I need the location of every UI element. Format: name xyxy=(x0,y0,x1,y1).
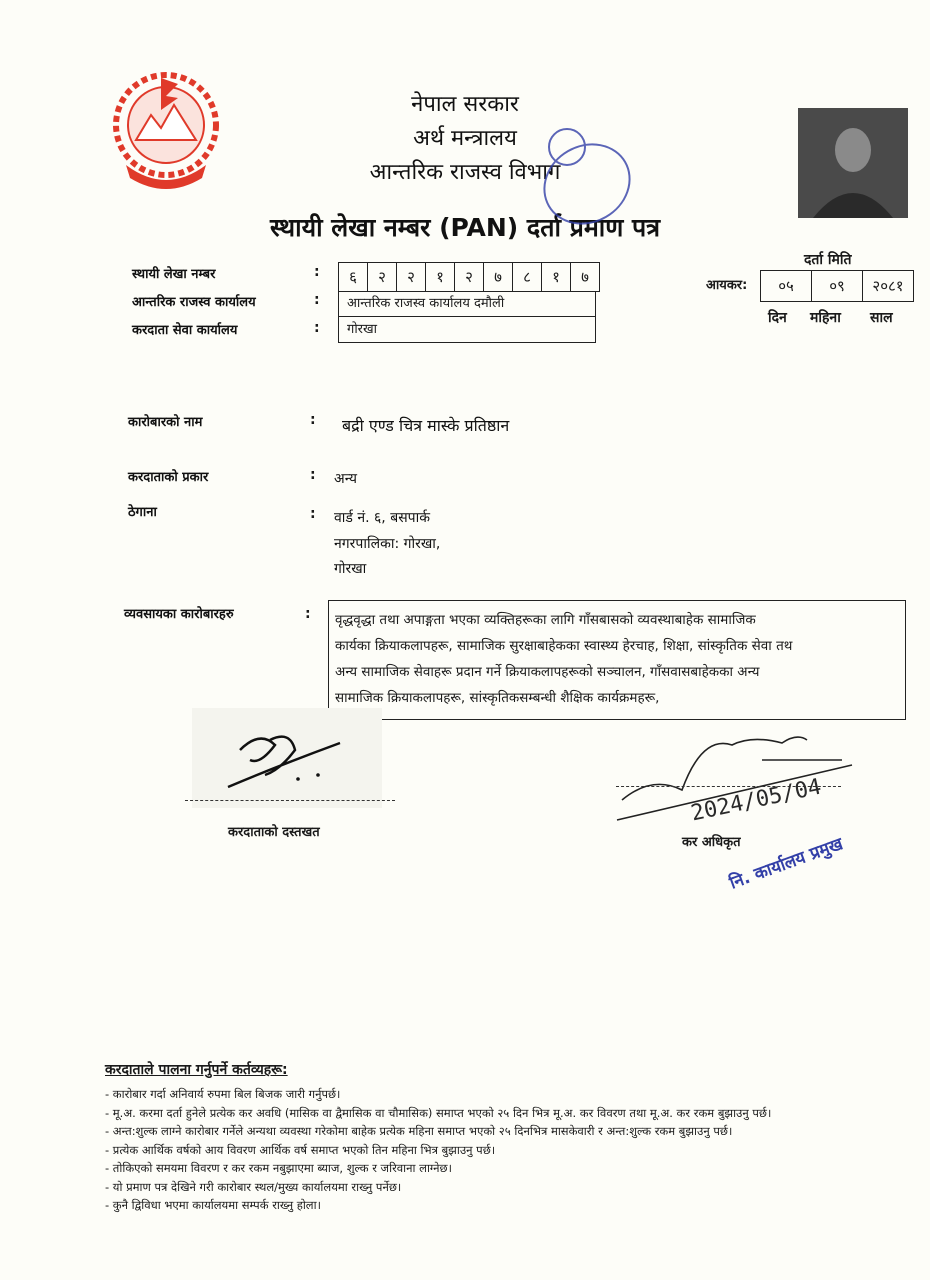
activity-line: वृद्धवृद्धा तथा अपाङ्गता भएका व्यक्तिहरूका लागि गाँसबासको व्यवस्थाबाहेक सामाजिक xyxy=(335,612,756,628)
activities-box xyxy=(328,600,906,720)
pan-digit: १ xyxy=(541,263,570,291)
service-office-label: करदाता सेवा कार्यालय xyxy=(132,323,238,338)
pan-digit: ७ xyxy=(570,263,599,291)
colon: : xyxy=(310,506,316,522)
pan-digit: २ xyxy=(454,263,483,291)
signature-line xyxy=(185,800,395,801)
certificate-title: स्थायी लेखा नम्बर (PAN) दर्ता प्रमाण पत्र xyxy=(269,213,661,242)
taxpayer-type-label: करदाताको प्रकार xyxy=(128,470,209,485)
pan-digit: ६ xyxy=(349,268,357,286)
duties-title: करदाताले पालना गर्नुपर्ने कर्तव्यहरू: xyxy=(105,1062,288,1078)
registration-date-box xyxy=(760,270,914,302)
pan-digit: १ xyxy=(425,263,454,291)
pan-digit: २ xyxy=(396,263,425,291)
business-name-value: बद्री एण्ड चित्र मास्के प्रतिष्ठान xyxy=(342,416,510,435)
date-year: २०८१ xyxy=(862,271,913,301)
office-chief-stamp: नि. कार्यालय प्रमुख xyxy=(727,834,846,894)
taxpayer-signature-label: करदाताको दस्तखत xyxy=(228,825,320,840)
colon: : xyxy=(310,412,316,428)
office-label: आन्तरिक राजस्व कार्यालय xyxy=(132,295,256,310)
address-line: गोरखा xyxy=(334,561,367,577)
govt-name: नेपाल सरकार xyxy=(411,92,519,117)
pan-number-box xyxy=(338,262,600,292)
office-seal-stamp xyxy=(532,122,632,232)
year-unit-label: साल xyxy=(870,310,893,326)
pan-digit: २ xyxy=(367,263,396,291)
duty-item: - अन्त:शुल्क लाग्ने कारोबार गर्नेले अन्यथा व्यवस्था गरेकोमा बाहेक प्रत्येक महिना समाप्त भएको २५ दिनभित्र मासकेवारी र अन्त:शुल्क रकम बुझाउनु पर्छ। xyxy=(105,1124,733,1138)
tax-officer-label: कर अधिकृत xyxy=(682,835,741,850)
duty-item: - कुनै द्विविधा भएमा कार्यालयमा सम्पर्क राख्नु होला। xyxy=(105,1198,321,1212)
duty-item: - तोकिएको समयमा विवरण र कर रकम नबुझाएमा ब्याज, शुल्क र जरिवाना लाग्नेछ। xyxy=(105,1161,452,1175)
pan-digit: ७ xyxy=(483,263,512,291)
activity-line: कार्यका क्रियाकलापहरू, सामाजिक सुरक्षाबाहेकका स्वास्थ्य हेरचाह, शिक्षा, सांस्कृतिक सेवा तथ xyxy=(335,638,793,654)
activity-line: सामाजिक क्रियाकलापहरू, सांस्कृतिकसम्बन्धी शैक्षिक कार्यक्रमहरू, xyxy=(335,690,660,706)
address-line: वार्ड नं. ६, बसपार्क xyxy=(334,510,430,526)
registration-date-title: दर्ता मिति xyxy=(804,252,852,268)
department-name: आन्तरिक राजस्व विभाग xyxy=(369,160,561,185)
activity-line: अन्य सामाजिक सेवाहरू प्रदान गर्ने क्रियाकलापहरूको सञ्चालन, गाँसवासबाहेकका अन्य xyxy=(335,664,760,680)
pan-label: स्थायी लेखा नम्बर xyxy=(132,267,216,282)
date-month: ०९ xyxy=(811,271,862,301)
address-line: नगरपालिका: गोरखा, xyxy=(334,536,441,552)
taxpayer-signature xyxy=(220,725,360,795)
handwritten-date: 2024/05/04 xyxy=(688,774,824,827)
service-office-value: गोरखा xyxy=(338,317,596,343)
ministry-name: अर्थ मन्त्रालय xyxy=(413,126,517,151)
colon: : xyxy=(305,606,311,622)
colon: : xyxy=(314,320,320,336)
date-day: ०५ xyxy=(778,277,794,295)
taxpayer-type-value: अन्य xyxy=(334,471,357,487)
duties-list xyxy=(105,1085,905,1215)
colon: : xyxy=(310,467,316,483)
taxpayer-photo xyxy=(798,108,908,218)
duty-item: - मू.अ. करमा दर्ता हुनेले प्रत्येक कर अवधि (मासिक वा द्वैमासिक वा चौमासिक) समाप्त भएको २५ दिन भित्र मू.अ. कर विवरण तथा मू.अ. कर रकम बुझाउनु पर्छ। xyxy=(105,1105,772,1120)
month-unit-label: महिना xyxy=(810,310,841,326)
activities-label: व्यवसायका कारोबारहरु xyxy=(124,607,234,622)
day-unit-label: दिन xyxy=(768,310,787,326)
colon: : xyxy=(314,292,320,308)
duty-item: - यो प्रमाण पत्र देखिने गरी कारोबार स्थल/मुख्य कार्यालयमा राख्नु पर्नेछ। xyxy=(105,1179,402,1194)
address-label: ठेगाना xyxy=(128,505,157,520)
office-value: आन्तरिक राजस्व कार्यालय दमौली xyxy=(338,291,596,317)
income-tax-label: आयकर: xyxy=(706,278,748,293)
duty-item: - कारोबार गर्दा अनिवार्य रुपमा बिल बिजक जारी गर्नुपर्छ। xyxy=(105,1087,341,1101)
business-name-label: कारोबारको नाम xyxy=(128,415,203,430)
colon: : xyxy=(314,264,320,280)
pan-digit: ८ xyxy=(512,263,541,291)
duty-item: - प्रत्येक आर्थिक वर्षको आय विवरण आर्थिक वर्ष समाप्त भएको तिन महिना भित्र बुझाउनु पर्छ। xyxy=(105,1142,496,1157)
